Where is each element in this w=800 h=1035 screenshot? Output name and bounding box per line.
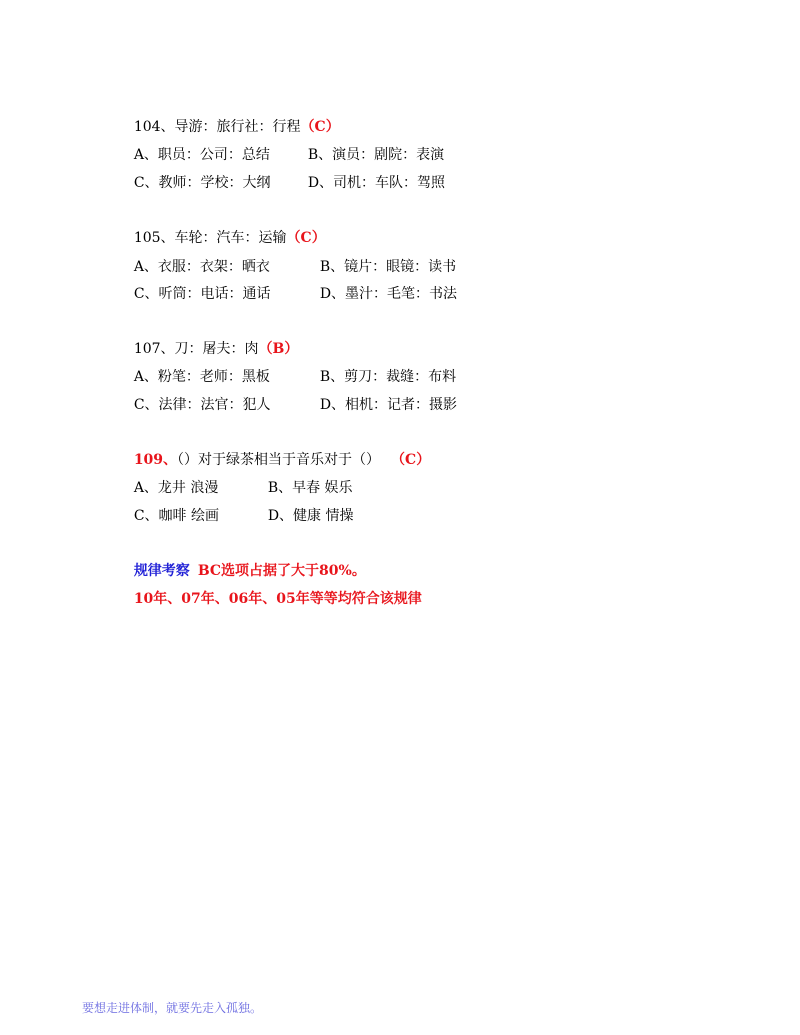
option-d: D、墨汁：毛笔：书法: [319, 286, 458, 302]
option-d: D、健康 情操: [267, 508, 354, 524]
question-stem: （）对于绿茶相当于音乐对于（）: [177, 452, 381, 468]
question-104-option-d: [290, 153, 445, 213]
question-stem: 105、车轮：汽车：运输: [133, 230, 287, 246]
option-c: C、听筒：电话：通话: [133, 286, 271, 302]
question-109-option-c: [116, 486, 219, 546]
option-d: D、司机：车队：驾照: [307, 175, 446, 191]
page-footer: 要想走进体制，就要先走入孤独。: [82, 1001, 263, 1015]
option-b: B、镜片：眼镜：读书: [319, 259, 457, 275]
summary-label: 规律考察: [133, 563, 190, 579]
option-a: A、龙井 浪漫: [133, 480, 219, 496]
question-stem: 104、导游：旅行社：行程: [133, 119, 301, 135]
summary-years: 10年、07年、06年、05年等等均符合该规律: [133, 591, 422, 607]
question-104-options-cd: [116, 153, 271, 213]
answer-label: （C）: [286, 230, 326, 246]
option-c: C、法律：法官：犯人: [133, 397, 271, 413]
question-number: 109、: [133, 452, 178, 468]
question-107-option-d: [302, 375, 457, 435]
question-109-option-d: [250, 486, 354, 546]
option-a: A、衣服：衣架：晒衣: [133, 259, 270, 275]
option-b: B、早春 娱乐: [267, 480, 353, 496]
option-a: A、职员：公司：总结: [133, 147, 270, 163]
question-105-option-d: [302, 264, 457, 324]
answer-label: （C）: [300, 119, 340, 135]
option-b: B、剪刀：裁缝：布料: [319, 369, 457, 385]
option-b: B、演员：剧院：表演: [307, 147, 445, 163]
summary-text: BC选项占据了大于80%。: [197, 563, 366, 579]
answer-label: （C）: [398, 452, 431, 468]
answer-label: （B）: [258, 341, 299, 357]
option-c: C、咖啡 绘画: [133, 508, 219, 524]
question-107-option-c: [116, 375, 271, 435]
summary-line-2: [116, 569, 422, 629]
question-stem: 107、刀：屠夫：肉: [133, 341, 259, 357]
question-105-option-c: [116, 264, 271, 324]
option-c: C、教师：学校：大纲: [133, 175, 271, 191]
option-a: A、粉笔：老师：黑板: [133, 369, 270, 385]
option-d: D、相机：记者：摄影: [319, 397, 458, 413]
